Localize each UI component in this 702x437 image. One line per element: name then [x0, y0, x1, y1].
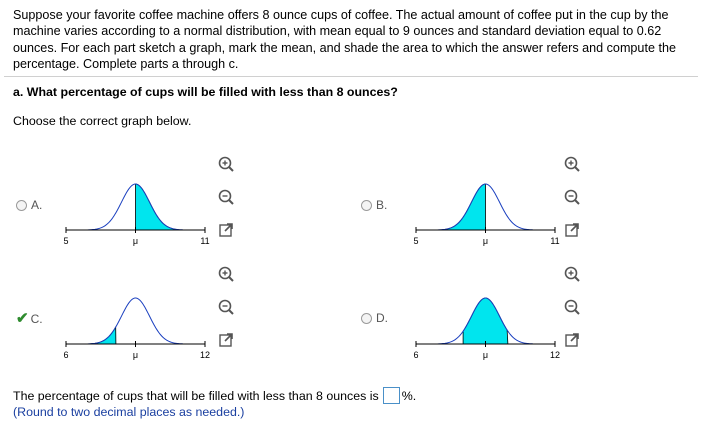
graph-a	[58, 174, 213, 252]
answer-line	[13, 387, 416, 404]
popout-icon	[564, 332, 580, 348]
choose-instruction: Choose the correct graph below.	[13, 114, 192, 128]
radio-button[interactable]	[361, 200, 372, 211]
shaded-area	[463, 298, 508, 344]
zoom-out-icon	[564, 299, 580, 315]
answer-suffix: %.	[401, 388, 417, 403]
radio-button[interactable]	[361, 313, 372, 324]
answer-prefix: The percentage of cups that will be filled with less than 8 ounces is	[13, 388, 379, 403]
graph-d-controls	[563, 265, 581, 364]
left-tick-label: 6	[63, 350, 69, 360]
left-tick-label: 5	[63, 236, 69, 246]
zoom-in-button[interactable]	[217, 265, 235, 283]
popout-button[interactable]	[563, 331, 581, 349]
zoom-in-icon	[218, 156, 234, 172]
popout-icon	[564, 222, 580, 238]
graph-c-controls	[217, 265, 235, 364]
option-letter: D.	[376, 311, 388, 325]
option-letter: A.	[31, 198, 43, 212]
zoom-out-button[interactable]	[217, 188, 235, 206]
part-a-question: a. What percentage of cups will be filled with less than 8 ounces?	[13, 85, 398, 99]
graph-a-controls	[217, 155, 235, 254]
zoom-out-icon	[218, 299, 234, 315]
mean-label: μ	[482, 236, 489, 246]
zoom-out-button[interactable]	[563, 188, 581, 206]
right-tick-label: 12	[549, 350, 561, 360]
right-tick-label: 11	[550, 236, 560, 246]
zoom-out-icon	[564, 189, 580, 205]
graph-b-controls	[563, 155, 581, 254]
normal-curve	[88, 298, 183, 344]
popout-icon	[218, 332, 234, 348]
question-prompt: Suppose your favorite coffee machine offers 8 ounce cups of coffee. The actual amount of coffee put in the cup by the machine varies according to a normal distribution, with mean equal to 9 ounces and standard deviation equal to 0.62 ounces. For each part sketch a graph, mark the mean, and shade the area to which the answer refers and compute the percentage. Complete parts a through c.	[13, 8, 676, 72]
shaded-area	[136, 184, 178, 230]
graph-c	[58, 288, 213, 366]
answer-input[interactable]	[383, 387, 400, 404]
zoom-out-button[interactable]	[217, 298, 235, 316]
option-letter: C.	[30, 311, 43, 326]
divider	[4, 76, 698, 77]
popout-button[interactable]	[217, 221, 235, 239]
zoom-in-icon	[564, 266, 580, 282]
zoom-in-icon	[564, 156, 580, 172]
correct-check-icon: ✔	[16, 310, 29, 327]
zoom-in-button[interactable]	[217, 155, 235, 173]
graph-d	[408, 288, 563, 366]
shaded-area	[444, 184, 486, 230]
right-tick-label: 11	[200, 236, 210, 246]
right-tick-label: 12	[199, 350, 211, 360]
option-c[interactable]	[16, 311, 43, 326]
shaded-area	[91, 327, 116, 344]
popout-icon	[218, 222, 234, 238]
radio-button[interactable]	[16, 200, 27, 211]
zoom-in-icon	[218, 266, 234, 282]
option-d[interactable]	[361, 311, 388, 325]
option-b[interactable]	[361, 198, 387, 212]
popout-button[interactable]	[563, 221, 581, 239]
mean-label: μ	[132, 236, 139, 246]
zoom-out-button[interactable]	[563, 298, 581, 316]
left-tick-label: 6	[413, 350, 419, 360]
popout-button[interactable]	[217, 331, 235, 349]
left-tick-label: 5	[413, 236, 419, 246]
zoom-in-button[interactable]	[563, 155, 581, 173]
option-a[interactable]	[16, 198, 42, 212]
mean-label: μ	[482, 350, 489, 360]
graph-b	[408, 174, 563, 252]
zoom-in-button[interactable]	[563, 265, 581, 283]
rounding-hint: (Round to two decimal places as needed.)	[13, 405, 245, 419]
mean-label: μ	[132, 350, 139, 360]
option-letter: B.	[376, 198, 388, 212]
zoom-out-icon	[218, 189, 234, 205]
